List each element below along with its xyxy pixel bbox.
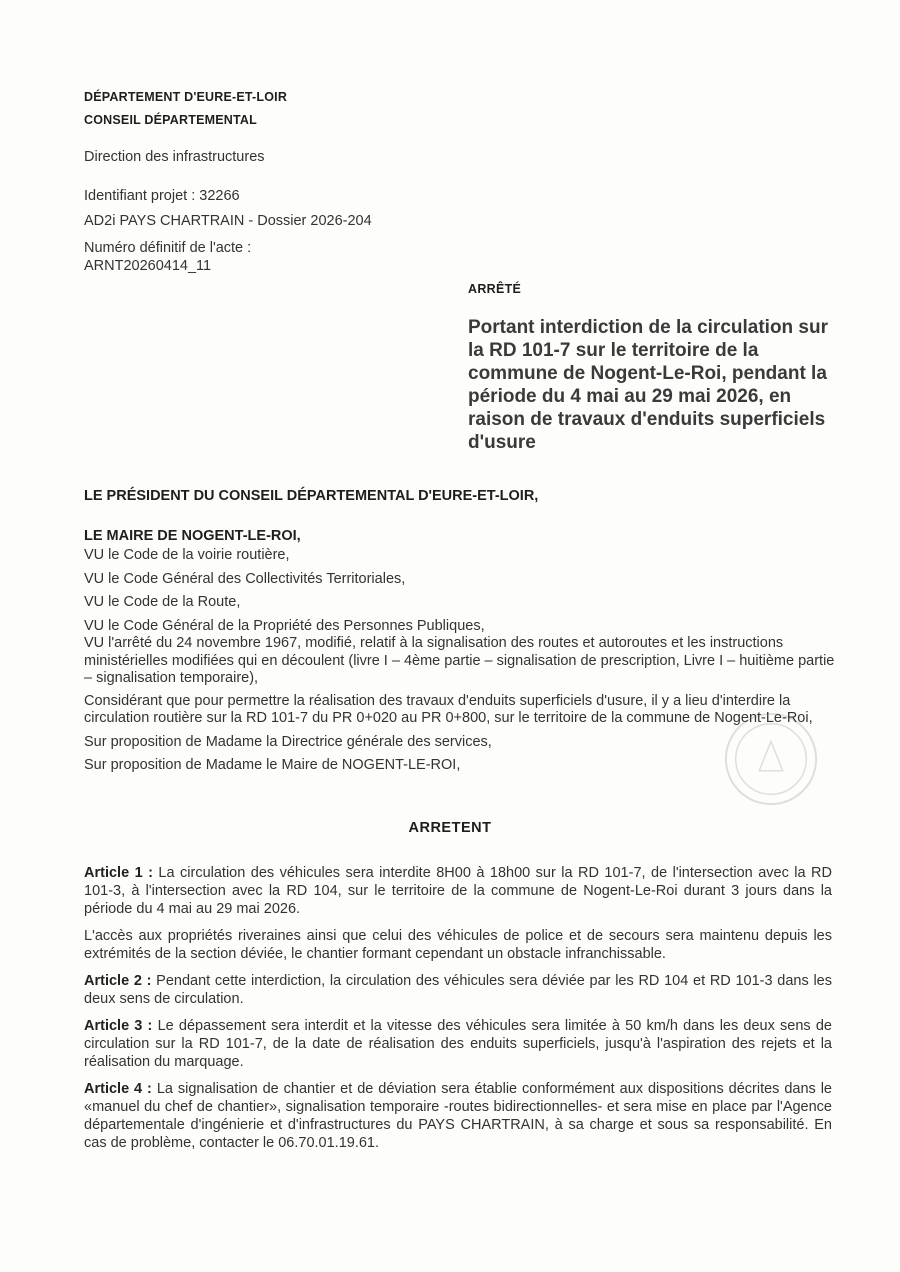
article-text: La circulation des véhicules sera interdite 8H00 à 18h00 sur la RD 101-7, de l'intersection avec la RD 101-3, à l'intersection avec la RD 104, sur le territoire de la commune de Nogent-Le-Roi durant 3 jours dans la période du 4 mai au 29 mai 2026. bbox=[84, 865, 832, 917]
letterhead bbox=[84, 86, 287, 131]
article-label: Article 4 : bbox=[84, 1081, 152, 1097]
decree-label: ARRÊTÉ bbox=[468, 282, 522, 296]
consideration-item: Sur proposition de Madame le Maire de NOGENT-LE-ROI, bbox=[84, 757, 461, 773]
department-name: DÉPARTEMENT D'EURE-ET-LOIR bbox=[84, 90, 288, 104]
consideration-item: VU le Code Général de la Propriété des Personnes Publiques, bbox=[84, 617, 485, 634]
decree-title: Portant interdiction de la circulation sur la RD 101-7 sur le territoire de la commune de Nogent-Le-Roi, pendant la période du 4 mai au 29 mai 2026, en raison de travaux d'enduits superficiels d'usure bbox=[468, 317, 828, 453]
article-label: Article 3 : bbox=[84, 1018, 153, 1034]
president-heading: LE PRÉSIDENT DU CONSEIL DÉPARTEMENTAL D'EURE-ET-LOIR, bbox=[84, 488, 539, 504]
consideration-item: VU le Code Général des Collectivités Territoriales, bbox=[84, 570, 406, 587]
article-text: Le dépassement sera interdit et la vitesse des véhicules sera limitée à 50 km/h dans les deux sens de circulation sur la RD 101-7, de la date de réalisation des enduits superficiels, jusqu'à l'aspiration des rejets et la réalisation du marquage. bbox=[84, 1018, 832, 1070]
articles-section bbox=[84, 864, 832, 1161]
dossier-reference: AD2i PAYS CHARTRAIN - Dossier 2026-204 bbox=[84, 213, 372, 229]
article-label: Article 1 : bbox=[84, 865, 153, 881]
consideration-item: VU le Code de la voirie routière, bbox=[84, 547, 290, 563]
article-1-continued bbox=[84, 927, 832, 963]
consideration-item: VU l'arrêté du 24 novembre 1967, modifié, relatif à la signalisation des routes et autoroutes et les instructions ministérielles modifiées qui en découlent (livre I – 4ème partie – signalisation de prescription, Livre I – huitième partie – signalisation temporaire), bbox=[84, 635, 835, 686]
article-text: L'accès aux propriétés riveraines ainsi que celui des véhicules de police et de secours sera maintenu depuis les extrémités de la section déviée, le chantier formant cependant un obstacle infranchissable. bbox=[84, 928, 832, 962]
council-name: CONSEIL DÉPARTEMENTAL bbox=[84, 113, 257, 127]
consideration-item: Considérant que pour permettre la réalisation des travaux d'enduits superficiels d'usure, il y a lieu d'interdire la circulation routière sur la RD 101-7 du PR 0+020 au PR 0+800, sur le territoire de la commune de Nogent-Le-Roi, bbox=[84, 692, 813, 726]
article-text: La signalisation de chantier et de déviation sera établie conformément aux dispositions décrites dans le «manuel du chef de chantier», signalisation temporaire -routes bidirectionnelles- et sera mise en place par l'Agence départementale d'ingénierie et d'infrastructures du PAYS CHARTRAIN, à sa charge et sous sa responsabilité. En cas de problème, contacter le 06.70.01.19.61. bbox=[84, 1081, 832, 1151]
direction-line: Direction des infrastructures bbox=[84, 149, 265, 165]
article-3 bbox=[84, 1017, 832, 1071]
article-1 bbox=[84, 864, 832, 918]
act-number-block bbox=[84, 239, 251, 275]
article-label: Article 2 : bbox=[84, 973, 152, 989]
article-2 bbox=[84, 972, 832, 1008]
mayor-heading: LE MAIRE DE NOGENT-LE-ROI, bbox=[84, 528, 301, 544]
project-id: Identifiant projet : 32266 bbox=[84, 188, 240, 204]
consideration-item: Sur proposition de Madame la Directrice générale des services, bbox=[84, 733, 492, 750]
article-text: Pendant cette interdiction, la circulation des véhicules sera déviée par les RD 104 et RD 101-3 dans les deux sens de circulation. bbox=[84, 973, 832, 1007]
consideration-item: VU le Code de la Route, bbox=[84, 594, 241, 610]
decision-heading: ARRETENT bbox=[408, 820, 492, 836]
act-number: ARNT20260414_11 bbox=[84, 258, 212, 274]
article-4 bbox=[84, 1080, 832, 1152]
official-seal-icon bbox=[722, 710, 820, 808]
act-number-label: Numéro définitif de l'acte : bbox=[84, 240, 252, 256]
